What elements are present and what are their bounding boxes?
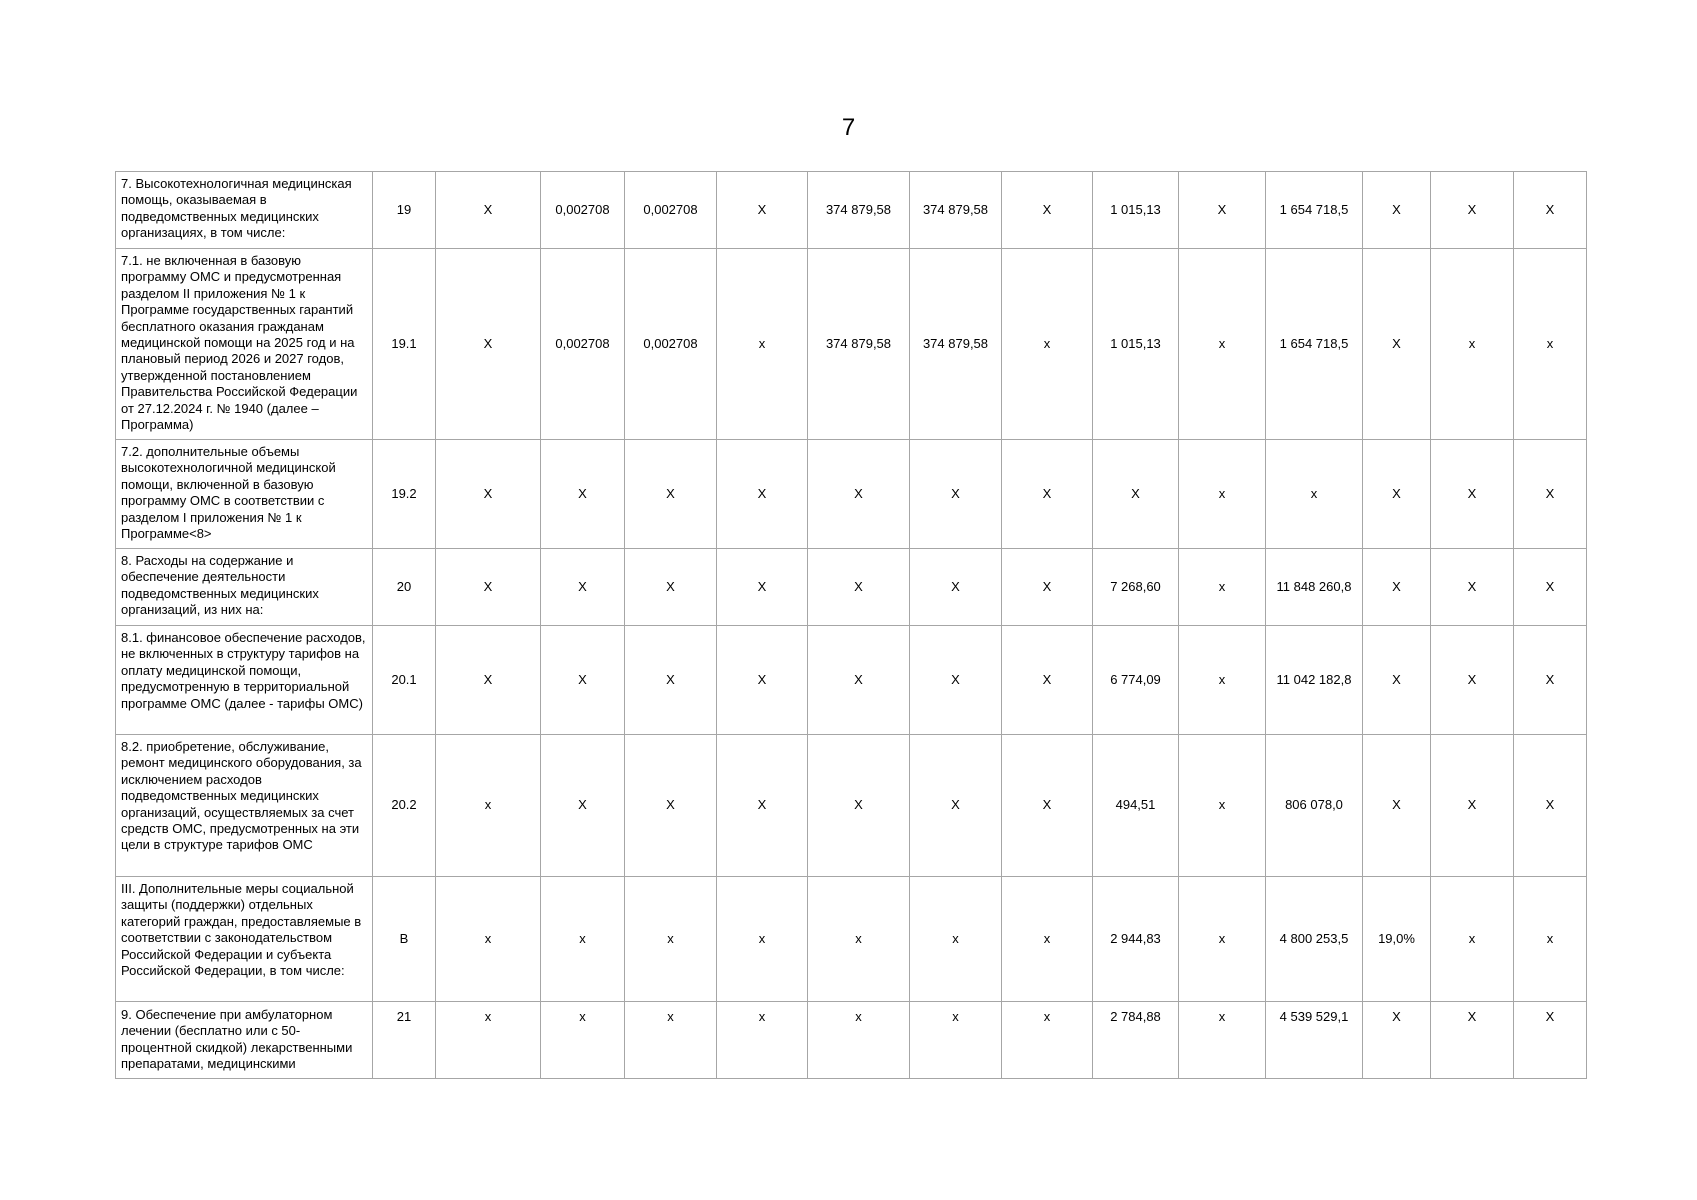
table-cell: X: [1514, 1002, 1587, 1079]
table-cell: X: [1431, 626, 1514, 735]
table-cell: x: [436, 877, 541, 1002]
table-cell: x: [1179, 735, 1266, 877]
table-cell: X: [1514, 549, 1587, 626]
row-name-cell: 8.1. финансовое обеспечение расходов, не включенных в структуру тарифов на оплату медицинской помощи, предусмотренную в территориальной программе ОМС (далее - тарифы ОМС): [116, 626, 373, 735]
table-cell: 0,002708: [625, 172, 717, 249]
table-cell: x: [541, 877, 625, 1002]
table-cell: 7 268,60: [1093, 549, 1179, 626]
table-cell: X: [436, 626, 541, 735]
table-cell: X: [1002, 440, 1093, 549]
table-cell: 806 078,0: [1266, 735, 1363, 877]
row-name-cell: 7.1. не включенная в базовую программу ОМС и предусмотренная разделом II приложения № 1 к Программе государственных гарантий бесплатного оказания гражданам медицинской помощи на 2025 год и на плановый период 2026 и 2027 годов, утвержденной постановлением Правительства Российской Федерации от 27.12.2024 г. № 1940 (далее – Программа): [116, 249, 373, 440]
financing-table: [115, 171, 1587, 1079]
table-cell: X: [436, 440, 541, 549]
table-cell: 11 848 260,8: [1266, 549, 1363, 626]
row-name-cell: 8. Расходы на содержание и обеспечение деятельности подведомственных медицинских организаций, из них на:: [116, 549, 373, 626]
row-code-cell: 21: [373, 1002, 436, 1079]
table-cell: 374 879,58: [910, 249, 1002, 440]
table-cell: X: [1363, 735, 1431, 877]
table-cell: x: [717, 1002, 808, 1079]
row-code-cell: 20.2: [373, 735, 436, 877]
table-cell: x: [1002, 1002, 1093, 1079]
page-number: 7: [841, 114, 856, 141]
table-cell: X: [625, 440, 717, 549]
table-cell: 4 800 253,5: [1266, 877, 1363, 1002]
table-cell: X: [1363, 1002, 1431, 1079]
table-cell: x: [1179, 877, 1266, 1002]
table-cell: X: [541, 549, 625, 626]
table-cell: x: [436, 1002, 541, 1079]
row-code-cell: 19.1: [373, 249, 436, 440]
table-cell: 374 879,58: [808, 172, 910, 249]
table-cell: x: [436, 735, 541, 877]
table-cell: 2 784,88: [1093, 1002, 1179, 1079]
table-cell: x: [1266, 440, 1363, 549]
table-row: [116, 249, 1587, 440]
table-cell: 0,002708: [541, 249, 625, 440]
table-cell: 374 879,58: [808, 249, 910, 440]
table-cell: x: [1002, 249, 1093, 440]
table-cell: X: [808, 626, 910, 735]
table-cell: x: [1179, 549, 1266, 626]
table-cell: X: [910, 626, 1002, 735]
table-cell: X: [910, 549, 1002, 626]
table-row: [116, 172, 1587, 249]
table-row: [116, 626, 1587, 735]
table-cell: x: [625, 877, 717, 1002]
row-code-cell: 20.1: [373, 626, 436, 735]
table-cell: X: [1431, 172, 1514, 249]
table-cell: X: [436, 549, 541, 626]
table-cell: 4 539 529,1: [1266, 1002, 1363, 1079]
table-cell: X: [1363, 626, 1431, 735]
table-cell: 0,002708: [625, 249, 717, 440]
row-name-cell: 7. Высокотехнологичная медицинская помощь, оказываемая в подведомственных медицинских организациях, в том числе:: [116, 172, 373, 249]
table-row: [116, 735, 1587, 877]
table-cell: X: [717, 440, 808, 549]
row-name-cell: 7.2. дополнительные объемы высокотехнологичной медицинской помощи, включенной в базовую программу ОМС в соответствии с разделом I приложения № 1 к Программе<8>: [116, 440, 373, 549]
table-cell: X: [1363, 249, 1431, 440]
table-cell: 1 654 718,5: [1266, 249, 1363, 440]
table-cell: 2 944,83: [1093, 877, 1179, 1002]
table-cell: x: [1514, 249, 1587, 440]
table-row: [116, 1002, 1587, 1079]
table-cell: X: [541, 735, 625, 877]
table-cell: x: [1179, 440, 1266, 549]
table-cell: X: [625, 626, 717, 735]
table-cell: X: [625, 735, 717, 877]
table-body: [116, 172, 1587, 1079]
table-cell: X: [1514, 735, 1587, 877]
table-cell: x: [1002, 877, 1093, 1002]
row-code-cell: 20: [373, 549, 436, 626]
table-cell: X: [910, 735, 1002, 877]
table-cell: 6 774,09: [1093, 626, 1179, 735]
table-cell: X: [1363, 549, 1431, 626]
table-cell: X: [1514, 626, 1587, 735]
table-cell: x: [541, 1002, 625, 1079]
table-cell: x: [1179, 249, 1266, 440]
table-cell: X: [808, 735, 910, 877]
table-cell: X: [1363, 172, 1431, 249]
table-cell: X: [1514, 440, 1587, 549]
row-name-cell: 8.2. приобретение, обслуживание, ремонт медицинского оборудования, за исключением расходов подведомственных медицинских организаций, осуществляемых за счет средств ОМС, предусмотренных на эти цели в структуре тарифов ОМС: [116, 735, 373, 877]
table-cell: X: [1002, 735, 1093, 877]
table-cell: X: [717, 172, 808, 249]
table-cell: x: [808, 877, 910, 1002]
table-cell: 1 015,13: [1093, 249, 1179, 440]
row-code-cell: 19: [373, 172, 436, 249]
table-cell: 0,002708: [541, 172, 625, 249]
table-cell: 11 042 182,8: [1266, 626, 1363, 735]
table-cell: X: [717, 735, 808, 877]
row-code-cell: В: [373, 877, 436, 1002]
table-cell: x: [910, 877, 1002, 1002]
table-cell: x: [625, 1002, 717, 1079]
table-row: [116, 440, 1587, 549]
table-cell: X: [717, 626, 808, 735]
table-cell: 1 654 718,5: [1266, 172, 1363, 249]
table-row: [116, 877, 1587, 1002]
table-cell: X: [1002, 626, 1093, 735]
table-cell: 19,0%: [1363, 877, 1431, 1002]
table-cell: x: [717, 249, 808, 440]
table-cell: 1 015,13: [1093, 172, 1179, 249]
table-cell: X: [1431, 735, 1514, 877]
table-cell: X: [808, 549, 910, 626]
table-cell: X: [541, 440, 625, 549]
table-cell: x: [910, 1002, 1002, 1079]
table-cell: X: [1514, 172, 1587, 249]
table-cell: x: [1431, 877, 1514, 1002]
table-cell: X: [1431, 549, 1514, 626]
row-code-cell: 19.2: [373, 440, 436, 549]
table-cell: X: [1431, 440, 1514, 549]
table-cell: X: [1093, 440, 1179, 549]
table-cell: x: [1179, 626, 1266, 735]
table-cell: X: [1002, 549, 1093, 626]
table-cell: X: [717, 549, 808, 626]
table-cell: x: [1179, 1002, 1266, 1079]
table-cell: X: [808, 440, 910, 549]
table-cell: X: [625, 549, 717, 626]
table-cell: X: [1002, 172, 1093, 249]
table-cell: 374 879,58: [910, 172, 1002, 249]
table-cell: X: [436, 249, 541, 440]
table-cell: X: [1179, 172, 1266, 249]
table-cell: X: [436, 172, 541, 249]
table-cell: x: [1431, 249, 1514, 440]
table-cell: 494,51: [1093, 735, 1179, 877]
table-cell: x: [1514, 877, 1587, 1002]
row-name-cell: III. Дополнительные меры социальной защиты (поддержки) отдельных категорий граждан, предоставляемые в соответствии с законодательством Российской Федерации и субъекта Российской Федерации, в том числе:: [116, 877, 373, 1002]
table-row: [116, 549, 1587, 626]
table-cell: X: [1431, 1002, 1514, 1079]
table-cell: X: [1363, 440, 1431, 549]
table-cell: X: [541, 626, 625, 735]
table-cell: x: [808, 1002, 910, 1079]
table-cell: X: [910, 440, 1002, 549]
table-cell: x: [717, 877, 808, 1002]
row-name-cell: 9. Обеспечение при амбулаторном лечении (бесплатно или с 50-процентной скидкой) лекарственными препаратами, медицинскими: [116, 1002, 373, 1079]
